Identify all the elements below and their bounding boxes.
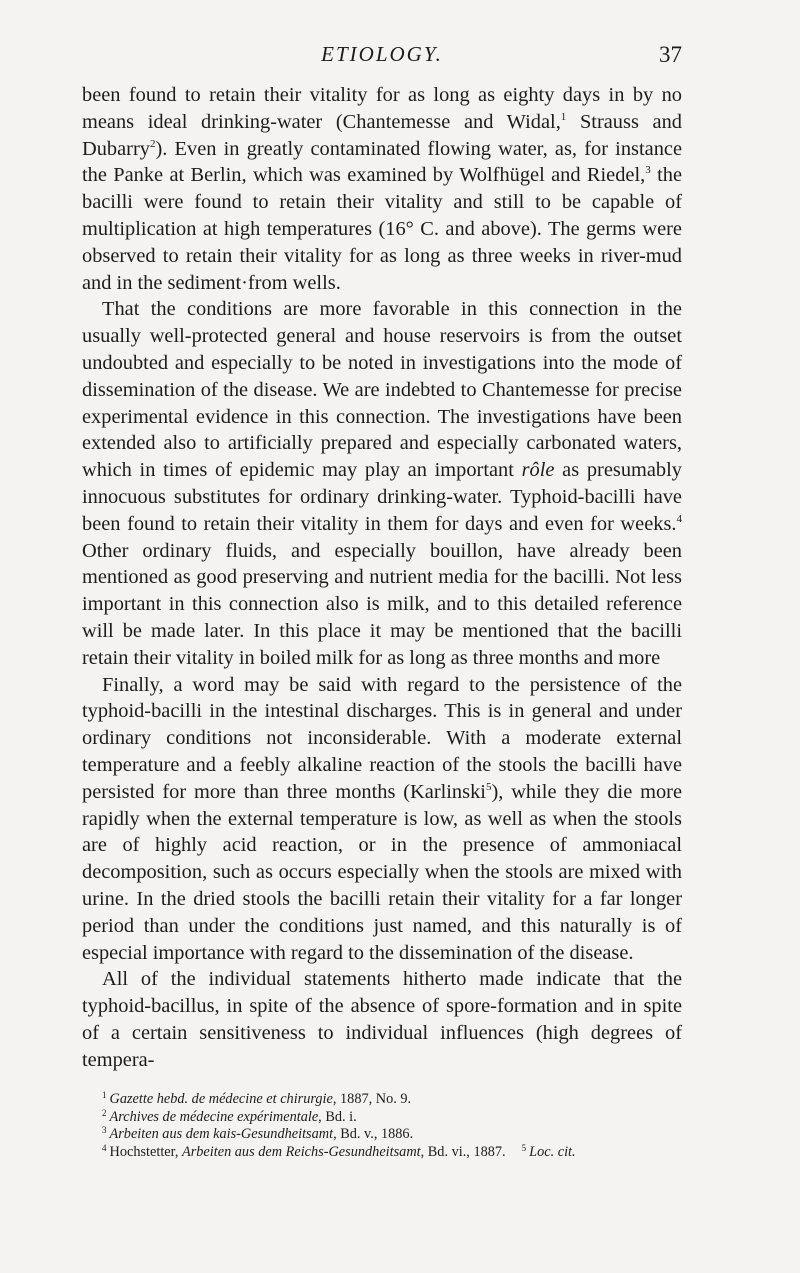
footnote xyxy=(82,1109,702,1127)
footnote-number: 5 xyxy=(521,1142,527,1153)
footnote-number: 3 xyxy=(102,1125,107,1136)
text-run: ). Even in greatly contaminated flowing water, as, for instance the Panke at Berlin, which was examined by Wolfhügel and Riedel, xyxy=(82,137,682,187)
text-run: All of the individual statements hitherto made indicate that the typhoid-bacillus, in spite of the absence of spore-formation and in spite of a certain sensitiveness to individual influences (high degrees of tempera- xyxy=(82,968,682,1071)
text-run: , Bd. v., 1886. xyxy=(333,1126,414,1143)
italic-text: rôle xyxy=(521,459,555,482)
footnotes xyxy=(82,1091,702,1161)
paragraph xyxy=(82,296,682,671)
italic-text: Loc. cit. xyxy=(529,1143,576,1160)
footnote xyxy=(82,1091,702,1109)
body-text xyxy=(82,82,682,1073)
text-run: , Bd. vi., 1887. xyxy=(420,1143,506,1160)
footnote-reference: 3 xyxy=(645,164,651,177)
text-run: Other ordinary fluids, and especially bouillon, have already been mentioned as good preserving and nutrient media for the bacilli. Not less important in this connection also is milk, and to this detailed reference will be made later. In this place it may be mentioned that the bacilli retain their vitality in boiled milk for as long as three months and more xyxy=(82,539,682,669)
running-title: ETIOLOGY. xyxy=(321,42,443,66)
footnote-reference: 5 xyxy=(485,780,492,793)
footnote-number: 1 xyxy=(102,1090,107,1100)
text-run: Strauss and Dubarry xyxy=(82,110,682,160)
italic-text: Arbeiten aus dem Reichs-Gesundheitsamt xyxy=(181,1143,421,1160)
italic-text: Arbeiten aus dem kais-Gesundheitsamt xyxy=(109,1126,334,1143)
page-number: 37 xyxy=(659,42,682,67)
footnote xyxy=(82,1144,702,1162)
text-run: as presumably innocuous substitutes for ordinary drinking-water. Typhoid-bacilli have been found to retain their vitality in them for days and even for weeks. xyxy=(82,459,682,535)
footnote xyxy=(82,1126,702,1144)
text-run: the bacilli were found to retain their vitality and still to be capable of multiplication at high temperatures (16° C. and above). The germs were observed to retain their vitality for as long as three weeks in river-mud and in the sediment·from wells. xyxy=(82,164,683,294)
paragraph xyxy=(82,82,682,296)
footnote-reference: 1 xyxy=(560,110,567,123)
text-run: That the conditions are more favorable in this connection in the usually well-protected general and house reservoirs is from the outset undoubted and especially to be noted in investigations into the mode of dissemination of the disease. We are indebted to Chantemesse for precise experimental evidence in this connection. The investigations have been extended also to artificially prepared and especially carbonated waters, which in times of epidemic may play an important xyxy=(82,298,682,482)
text-run: been found to retain their vitality for as long as eighty days in by no means ideal drinking-water (Chantemesse and Widal, xyxy=(82,84,682,133)
text-run: , Bd. i. xyxy=(318,1108,357,1125)
footnote-number: 2 xyxy=(102,1107,107,1118)
footnote-reference: 4 xyxy=(676,512,682,525)
footnote-reference: 2 xyxy=(149,137,156,150)
page-header xyxy=(82,42,682,72)
text-run: Hochstetter, xyxy=(109,1143,182,1160)
footnote xyxy=(522,1144,576,1160)
text-run: , 1887, No. 9. xyxy=(332,1091,412,1107)
footnote-number: 4 xyxy=(102,1142,107,1153)
text-run: ), while they die more rapidly when the external temperature is low, as well as when the stools are of highly acid reaction, or in the presence of ammoniacal decomposition, such as occurs especially when the stools are mixed with urine. In the dried stools the bacilli retain their vitality for a far longer period than under the conditions just named, and this naturally is of especial importance with regard to the dissemination of the disease. xyxy=(82,780,682,964)
italic-text: Gazette hebd. de médecine et chirurgie xyxy=(109,1091,333,1107)
paragraph xyxy=(82,672,682,967)
italic-text: Archives de médecine expérimentale xyxy=(109,1108,319,1125)
text-run: Finally, a word may be said with regard to the persistence of the typhoid-bacilli in the intestinal discharges. This is in general and under ordinary conditions not inconsiderable. With a moderate external temperature and a feebly alkaline reaction of the stools the bacilli have persisted for more than three months (Karlinski xyxy=(82,673,682,803)
paragraph xyxy=(82,966,682,1073)
